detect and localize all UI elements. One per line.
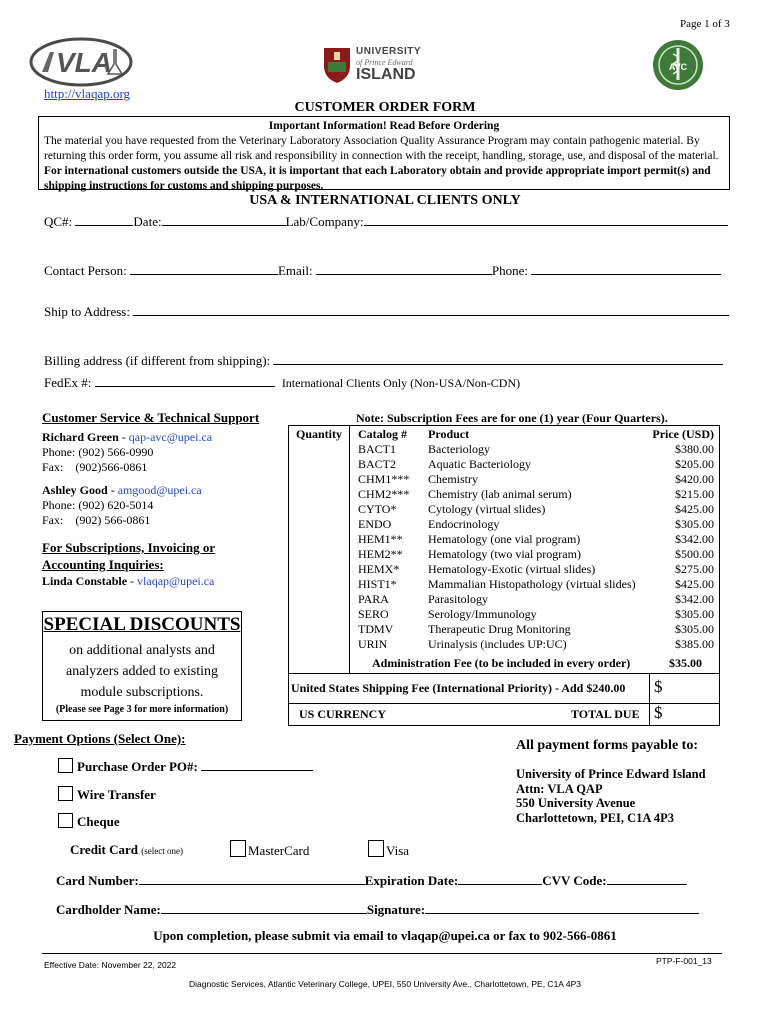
shipping-row: [288, 673, 720, 704]
cell-product: Hematology-Exotic (virtual slides): [428, 562, 596, 576]
row-ship: [44, 303, 729, 320]
cell-price: $305.00: [675, 607, 714, 621]
upei-line1: UNIVERSITY: [356, 46, 422, 57]
vla-logo-text: VLA: [56, 47, 112, 78]
cell-price: $380.00: [675, 442, 714, 456]
total-dollar: $: [654, 703, 663, 722]
support-p1-fax-label: Fax:: [42, 460, 64, 474]
cell-price: $425.00: [675, 502, 714, 516]
signature-field[interactable]: [425, 901, 699, 914]
table-row: [354, 622, 718, 637]
lab-label: Lab/Company:: [285, 214, 364, 229]
cardholder-field[interactable]: [161, 901, 367, 914]
cell-catalog: HEM1**: [358, 532, 403, 546]
support-p2-phone: Phone: (902) 620-5014: [42, 498, 154, 512]
cell-catalog: BACT2: [358, 457, 397, 471]
table-row: [354, 472, 718, 487]
qc-label: QC#:: [44, 214, 73, 229]
avc-logo-text: AVC: [668, 62, 688, 72]
cell-price: $305.00: [675, 622, 714, 636]
support-p2-email[interactable]: amgood@upei.ca: [117, 483, 202, 497]
cell-price: $205.00: [675, 457, 714, 471]
header-catalog: Catalog #: [358, 427, 407, 441]
qc-field[interactable]: [75, 213, 133, 226]
subscriptions-heading-2: Accounting Inquiries:: [42, 557, 164, 572]
option-visa[interactable]: [368, 840, 409, 859]
total-due-label: TOTAL DUE: [571, 707, 640, 721]
date-field[interactable]: [162, 213, 286, 226]
table-row: [354, 487, 718, 502]
credit-card-label: Credit Card: [70, 842, 139, 857]
cvv-label: CVV Code:: [542, 873, 607, 888]
total-row: [288, 704, 720, 726]
product-table: [354, 427, 718, 652]
section-title: USA & INTERNATIONAL CLIENTS ONLY: [249, 193, 521, 208]
cell-price: $215.00: [675, 487, 714, 501]
cell-catalog: CHM2***: [358, 487, 410, 501]
row-contact: [44, 262, 721, 279]
contact-label: Contact Person:: [44, 263, 127, 278]
row-cardholder: [56, 901, 699, 918]
cell-price: $342.00: [675, 532, 714, 546]
cell-product: Hematology (one vial program): [428, 532, 581, 546]
discount-title: SPECIAL DISCOUNTS: [43, 614, 241, 635]
page-number: Page 1 of 3: [680, 18, 730, 30]
ship-field[interactable]: [133, 303, 729, 316]
fedex-label: FedEx #:: [44, 375, 92, 390]
option-wire[interactable]: [58, 786, 156, 803]
avc-logo: [651, 38, 705, 92]
cell-product: Serology/Immunology: [428, 607, 537, 621]
payable-address-line3: 550 University Avenue: [516, 796, 636, 810]
option-credit-card: [70, 842, 183, 858]
effective-date: Effective Date: November 22, 2022: [44, 960, 177, 970]
cell-product: Chemistry (lab animal serum): [428, 487, 572, 501]
cell-product: Urinalysis (includes UP:UC): [428, 637, 567, 651]
cell-catalog: SERO: [358, 607, 389, 621]
ship-label: Ship to Address:: [44, 304, 130, 319]
cell-product: Therapeutic Drug Monitoring: [428, 622, 571, 636]
support-p3-name: Linda Constable: [42, 574, 128, 588]
upei-logo: [322, 44, 432, 88]
phone-label: Phone:: [491, 263, 528, 278]
cheque-checkbox[interactable]: [58, 813, 73, 828]
email-label: Email:: [277, 263, 313, 278]
table-row: [354, 547, 718, 562]
cell-catalog: PARA: [358, 592, 389, 606]
notice-body: The material you have requested from the Veterinary Laboratory Association Quality Assurance Program may contain pathogenic material. By returning this order form, you assume all risk and responsibility in connection with the receipt, handling, storage, use, and disposal of the material.: [44, 135, 719, 162]
po-number-field[interactable]: [201, 758, 313, 771]
table-row: [354, 607, 718, 622]
table-note: Note: Subscription Fees are for one (1) year (Four Quarters).: [356, 411, 668, 425]
payable-heading: All payment forms payable to:: [516, 738, 698, 753]
cell-catalog: HEMX*: [358, 562, 400, 576]
discount-line2: analyzers added to existing: [65, 664, 218, 679]
cardholder-label: Cardholder Name:: [56, 902, 161, 917]
cell-product: Cytology (virtual slides): [428, 502, 546, 516]
cell-product: Chemistry: [428, 472, 478, 486]
cell-price: $342.00: [675, 592, 714, 606]
table-row: [354, 532, 718, 547]
cell-catalog: HIST1*: [358, 577, 397, 591]
purchase-order-label: Purchase Order PO#:: [77, 759, 198, 774]
cell-price: $425.00: [675, 577, 714, 591]
shipping-amount-field[interactable]: [671, 680, 715, 698]
payable-address-line1: University of Prince Edward Island: [516, 767, 706, 781]
billing-field[interactable]: [273, 352, 723, 365]
currency-label: US CURRENCY: [299, 707, 387, 721]
payable-address-line4: Charlottetown, PEI, C1A 4P3: [516, 810, 674, 825]
cell-catalog: TDMV: [358, 622, 394, 636]
support-p3-email[interactable]: vlaqap@upei.ca: [137, 574, 215, 588]
notice-bold: For international customers outside the USA, it is important that each Laboratory obtain and provide appropriate import permit(s) and shipping instructions for customs and shipping purposes.: [44, 165, 711, 192]
upei-line2: of Prince Edward: [356, 58, 413, 67]
support-p1-name: Richard Green: [42, 430, 119, 444]
payment-heading: Payment Options (Select One):: [14, 731, 186, 746]
cell-catalog: HEM2**: [358, 547, 403, 561]
discount-line3: module subscriptions.: [80, 685, 204, 700]
visa-checkbox[interactable]: [368, 840, 384, 857]
special-discounts-box: [42, 611, 242, 721]
cell-catalog: BACT1: [358, 442, 397, 456]
shipping-dollar: $: [654, 677, 663, 696]
email-field[interactable]: [316, 262, 492, 275]
option-mastercard[interactable]: [230, 840, 309, 859]
form-code: PTP-F-001_13: [656, 956, 712, 966]
table-row: [354, 592, 718, 607]
card-number-field[interactable]: [139, 872, 365, 885]
cell-product: Endocrinology: [428, 517, 500, 531]
billing-label: Billing address (if different from shipping):: [44, 353, 271, 368]
table-row: [354, 442, 718, 457]
signature-label: Signature:: [366, 902, 426, 917]
product-table-divider: [349, 425, 350, 673]
payable-address-line2: Attn: VLA QAP: [516, 781, 603, 796]
subscriptions-heading-1: For Subscriptions, Invoicing or: [42, 540, 216, 555]
row-fedex: [44, 374, 520, 391]
discount-note: (Please see Page 3 for more information): [55, 704, 229, 715]
fedex-note: International Clients Only (Non-USA/Non-CDN): [281, 376, 521, 390]
row-billing: [44, 352, 723, 369]
notice-heading: Important Information! Read Before Ordering: [268, 120, 500, 132]
website-link[interactable]: http://vlaqap.org: [44, 86, 131, 101]
table-row: [354, 577, 718, 592]
cell-price: $385.00: [675, 637, 714, 651]
expiration-label: Expiration Date:: [364, 873, 459, 888]
mastercard-checkbox[interactable]: [230, 840, 246, 857]
support-p2-name: Ashley Good: [42, 483, 108, 497]
cell-price: $275.00: [675, 562, 714, 576]
contact-field[interactable]: [130, 262, 278, 275]
credit-card-note: (select one): [141, 846, 183, 856]
purchase-order-checkbox[interactable]: [58, 758, 73, 773]
wire-transfer-label: Wire Transfer: [77, 787, 156, 802]
payable-address: [516, 767, 706, 825]
shipping-label: United States Shipping Fee (International Priority) - Add $240.00: [291, 681, 626, 695]
submit-note: Upon completion, please submit via email to vlaqap@upei.ca or fax to 902-566-0861: [153, 928, 617, 943]
cell-product: Bacteriology: [428, 442, 490, 456]
upei-line3: ISLAND: [356, 66, 416, 83]
table-row: [354, 517, 718, 532]
footer-address: Diagnostic Services, Atlantic Veterinary College, UPEI, 550 University Ave., Charlottetown, PE, C1A 4P3: [189, 979, 581, 989]
cell-catalog: CHM1***: [358, 472, 410, 486]
cell-price: $420.00: [675, 472, 714, 486]
option-cheque[interactable]: [58, 813, 120, 830]
visa-label: Visa: [386, 843, 410, 858]
cell-catalog: ENDO: [358, 517, 392, 531]
table-row: [354, 502, 718, 517]
wire-transfer-checkbox[interactable]: [58, 786, 73, 801]
form-title: CUSTOMER ORDER FORM: [294, 100, 476, 115]
expiration-field[interactable]: [458, 872, 542, 885]
fedex-field[interactable]: [95, 374, 275, 387]
row-qc-date-lab: [44, 213, 728, 230]
header-price: Price (USD): [652, 427, 714, 441]
table-header-row: [354, 427, 718, 442]
cvv-field[interactable]: [607, 872, 687, 885]
card-number-label: Card Number:: [56, 873, 139, 888]
support-panel: Customer Service & Technical Support Richard Green - qap-avc@upei.ca Phone: (902) 566-0990 Fax: (902)566-0861 Ashley Good - amgood@upei.ca Phone: (902) 620-5014 Fax: (902) 566-0861 For Subscriptions, Invoicing or Accounting Inquiries: Linda Constable - vlaqap@upei.ca: [42, 410, 272, 589]
support-p1-phone: Phone: (902) 566-0990: [42, 445, 154, 459]
table-row: [354, 457, 718, 472]
cell-product: Aquatic Bacteriology: [428, 457, 531, 471]
support-p1-fax: (902)566-0861: [75, 460, 148, 474]
notice-box: [38, 116, 730, 190]
total-amount-field[interactable]: [671, 706, 715, 722]
cell-price: $305.00: [675, 517, 714, 531]
header-product: Product: [428, 427, 470, 441]
cell-catalog: CYTO*: [358, 502, 397, 516]
admin-fee-price: $35.00: [669, 656, 702, 670]
admin-fee-label: Administration Fee (to be included in every order): [372, 656, 631, 670]
cell-product: Parasitology: [428, 592, 488, 606]
header-quantity: Quantity: [296, 427, 343, 441]
cell-product: Hematology (two vial program): [428, 547, 581, 561]
support-p2-fax: (902) 566-0861: [75, 513, 151, 527]
support-p2-fax-label: Fax:: [42, 513, 64, 527]
discount-line1: on additional analysts and: [69, 643, 215, 658]
cheque-label: Cheque: [77, 814, 120, 829]
row-card-number: [56, 872, 687, 889]
cell-catalog: URIN: [358, 637, 388, 651]
cell-product: Mammalian Histopathology (virtual slides): [428, 577, 636, 591]
phone-field[interactable]: [531, 262, 721, 275]
footer-divider: [42, 953, 722, 954]
table-row: [354, 562, 718, 577]
cell-price: $500.00: [675, 547, 714, 561]
date-label: Date:: [133, 214, 162, 229]
table-row: [354, 637, 718, 652]
support-heading: Customer Service & Technical Support: [42, 410, 260, 425]
support-p1-email[interactable]: qap-avc@upei.ca: [128, 430, 213, 444]
vla-logo: [28, 36, 134, 88]
option-purchase-order[interactable]: [58, 758, 313, 775]
mastercard-label: MasterCard: [248, 843, 310, 858]
lab-field[interactable]: [364, 213, 728, 226]
